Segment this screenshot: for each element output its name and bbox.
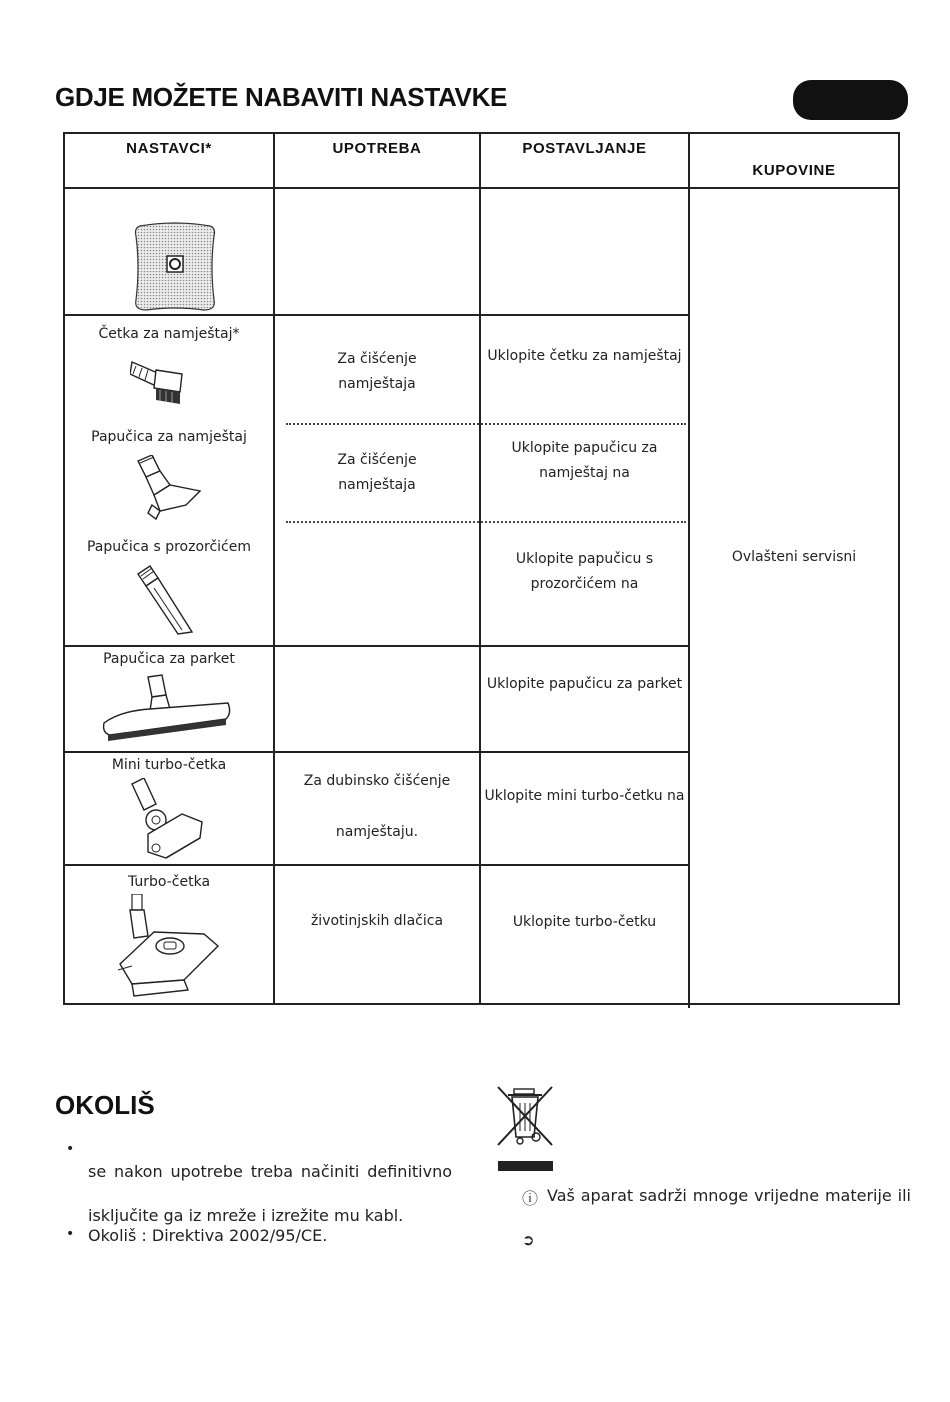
row-divider: [64, 645, 689, 647]
mini-turbo-brush-icon: [126, 778, 206, 866]
purchase-value: Ovlašteni servisni: [731, 549, 857, 565]
item-label-mini-turbo-brush: Mini turbo-četka: [111, 757, 227, 773]
parquet-nozzle-icon: [100, 673, 234, 749]
fitting-mini-turbo-brush: Uklopite mini turbo-četku na: [484, 788, 685, 804]
row-divider: [64, 751, 689, 753]
fitting-crevice-tool-2: prozorčićem na: [530, 576, 639, 592]
environment-title: OKOLIŠ: [55, 1090, 155, 1120]
environment-directive: Okoliš : Direktiva 2002/95/CE.: [88, 1226, 328, 1245]
item-label-turbo-brush: Turbo-četka: [127, 874, 211, 890]
dotted-divider: [286, 521, 686, 523]
use-upholstery-nozzle-1: Za čišćenje: [337, 452, 417, 468]
col-divider: [688, 133, 690, 1008]
language-tab: [793, 80, 908, 120]
environment-info-text: Vaš aparat sadrži mnoge vrijedne materije ili: [547, 1186, 911, 1205]
furniture-brush-icon: [130, 352, 196, 412]
item-label-upholstery-nozzle: Papučica za namještaj: [91, 429, 247, 445]
info-icon: ⓘ: [522, 1189, 539, 1208]
header-accessories: NASTAVCI*: [126, 140, 212, 157]
fitting-crevice-tool-1: Uklopite papučicu s: [515, 551, 654, 567]
col-divider: [273, 133, 275, 1004]
fitting-furniture-brush: Uklopite četku za namještaj: [487, 348, 682, 364]
page-title: GDJE MOŽETE NABAVITI NASTAVKE: [55, 82, 508, 112]
header-use: UPOTREBA: [332, 140, 422, 157]
use-mini-turbo-brush-1: Za dubinsko čišćenje: [303, 773, 451, 789]
row-divider: [64, 187, 899, 189]
item-label-furniture-brush: Četka za namještaj*: [98, 326, 240, 342]
fitting-parquet-nozzle: Uklopite papučicu za parket: [486, 676, 683, 692]
fitting-upholstery-nozzle-1: Uklopite papučicu za: [511, 440, 658, 456]
dotted-divider: [286, 423, 686, 425]
crossed-out-bin-icon: [496, 1085, 554, 1177]
bullet-2-glyph: •: [66, 1226, 75, 1242]
use-furniture-brush-1: Za čišćenje: [337, 351, 417, 367]
dust-bag-icon: [134, 222, 216, 316]
use-upholstery-nozzle-2: namještaja: [338, 477, 416, 493]
turbo-brush-icon: [114, 894, 222, 1002]
item-label-parquet-nozzle: Papučica za parket: [103, 651, 235, 667]
header-purchase: KUPOVINE: [752, 162, 836, 179]
use-furniture-brush-2: namještaja: [338, 376, 416, 392]
arrow-icon: ➲: [522, 1231, 535, 1249]
use-turbo-brush: životinjskih dlačica: [310, 913, 444, 929]
bullet-1-glyph: •: [66, 1141, 75, 1157]
crevice-tool-icon: [134, 564, 196, 642]
upholstery-nozzle-icon: [130, 455, 202, 525]
fitting-turbo-brush: Uklopite turbo-četku: [512, 914, 657, 930]
fitting-upholstery-nozzle-2: namještaj na: [539, 465, 630, 481]
item-label-crevice-tool: Papučica s prozorčićem: [86, 539, 251, 555]
use-mini-turbo-brush-2: namještaju.: [335, 824, 419, 840]
environment-text-line-1: se nakon upotrebe treba načiniti definitivno: [88, 1162, 452, 1181]
environment-text-line-2: isključite ga iz mreže i izrežite mu kabl.: [88, 1206, 404, 1225]
header-fitting: POSTAVLJANJE: [522, 140, 647, 157]
